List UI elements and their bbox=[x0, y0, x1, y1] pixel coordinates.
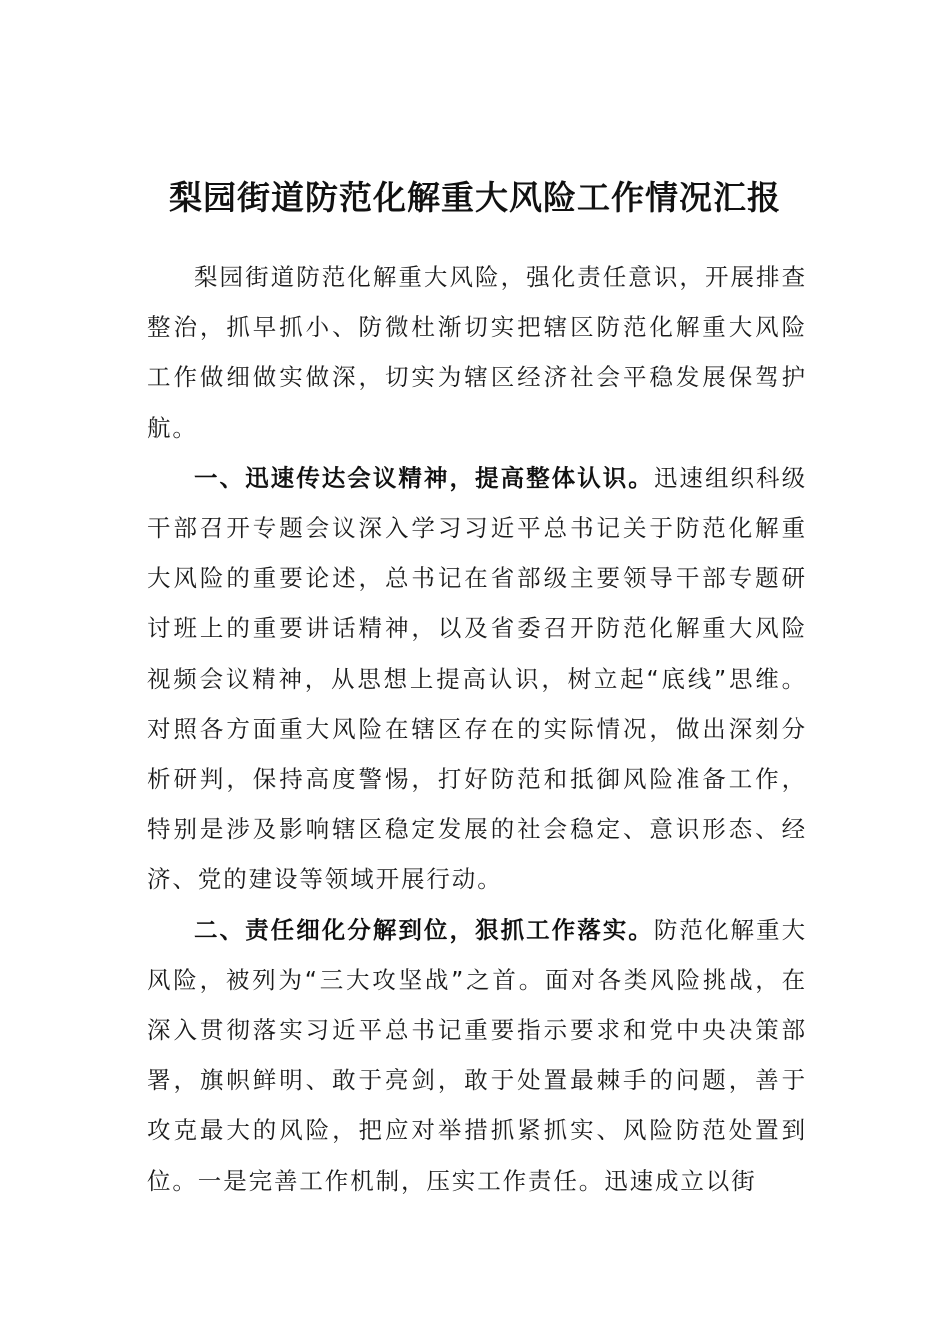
document-body bbox=[147, 252, 807, 1206]
section-2-heading: 二、责任细化分解到位，狠抓工作落实。 bbox=[194, 915, 654, 944]
section-2-body: 防范化解重大风险，被列为“三大攻坚战”之首。面对各类风险挑战，在深入贯彻落实习近平总书记重要指示要求和党中央决策部署，旗帜鲜明、敢于亮剑，敢于处置最棘手的问题，善于攻克最大的风险，把应对举措抓紧抓实、风险防范处置到位。一是完善工作机制，压实工作责任。迅速成立以街 bbox=[147, 915, 807, 1195]
intro-paragraph: 梨园街道防范化解重大风险，强化责任意识，开展排查整治，抓早抓小、防微杜渐切实把辖区防范化解重大风险工作做细做实做深，切实为辖区经济社会平稳发展保驾护航。 bbox=[147, 263, 807, 442]
document-title: 梨园街道防范化解重大风险工作情况汇报 bbox=[169, 178, 781, 217]
section-1-paragraph bbox=[147, 453, 807, 905]
section-2-paragraph bbox=[147, 905, 807, 1206]
section-1-body: 迅速组织科级干部召开专题会议深入学习习近平总书记关于防范化解重大风险的重要论述，总书记在省部级主要领导干部专题研讨班上的重要讲话精神，以及省委召开防范化解重大风险视频会议精神，从思想上提高认识，树立起“底线”思维。对照各方面重大风险在辖区存在的实际情况，做出深刻分析研判，保持高度警惕，打好防范和抵御风险准备工作，特别是涉及影响辖区稳定发展的社会稳定、意识形态、经济、党的建设等领域开展行动。 bbox=[147, 463, 807, 894]
section-1-heading: 一、迅速传达会议精神，提高整体认识。 bbox=[194, 463, 654, 492]
